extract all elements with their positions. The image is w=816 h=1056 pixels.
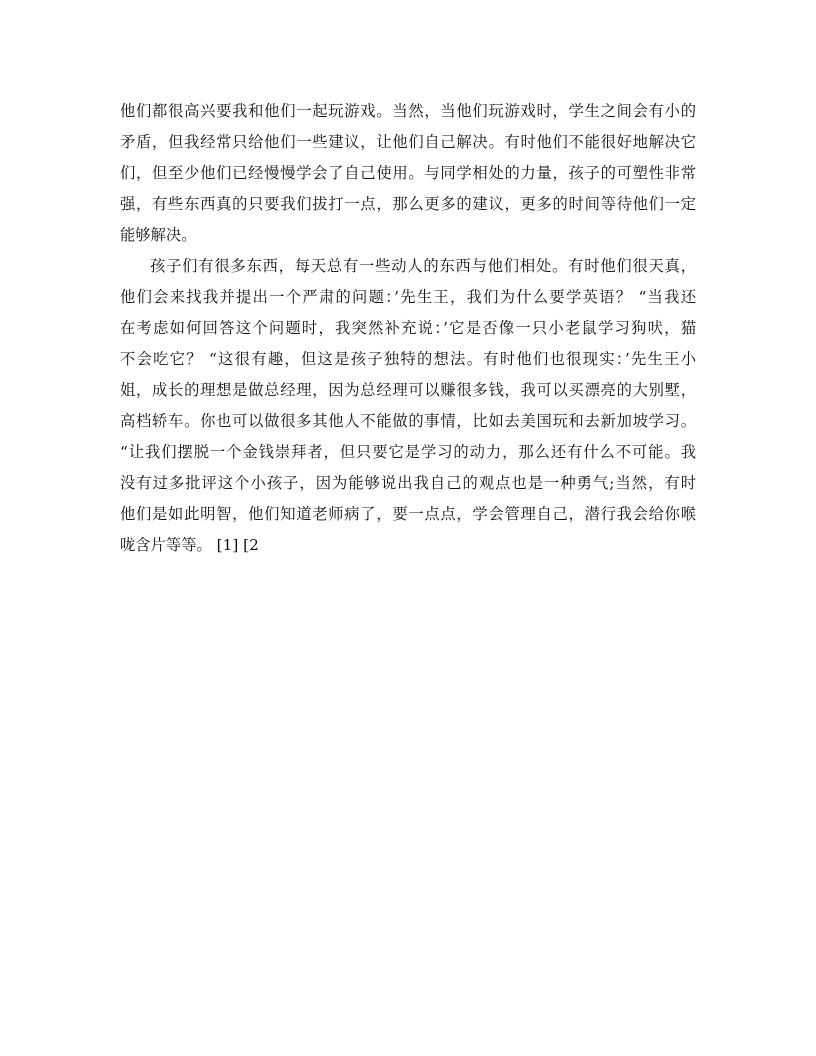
text-line-with-references: 咙含片等等。 [1] [2	[120, 536, 259, 554]
text-line: 姐，成长的理想是做总经理，因为总经理可以赚很多钱，我可以买漂亮的大别墅，	[120, 381, 696, 399]
text-line: 孩子们有很多东西，每天总有一些动人的东西与他们相处。有时他们很天真，	[150, 257, 696, 275]
text-line: 没有过多批评这个小孩子，因为能够说出我自己的观点也是一种勇气;当然，有时	[120, 474, 696, 492]
text-line: 们，但至少他们已经慢慢学会了自己使用。与同学相处的力量，孩子的可塑性非常	[120, 164, 696, 182]
text-line: 他们是如此明智，他们知道老师病了，要一点点，学会管理自己，潜行我会给你喉	[120, 505, 696, 523]
paragraph-1	[120, 96, 696, 251]
text-line: 强，有些东西真的只要我们拔打一点，那么更多的建议，更多的时间等待他们一定	[120, 195, 696, 213]
text-line: 高档轿车。你也可以做很多其他人不能做的事情，比如去美国玩和去新加坡学习。	[120, 412, 696, 430]
text-line: 能够解决。	[120, 226, 197, 244]
body-text	[120, 96, 696, 561]
text-line: 他们都很高兴要我和他们一起玩游戏。当然，当他们玩游戏时，学生之间会有小的	[120, 102, 696, 120]
text-line: 在考虑如何回答这个问题时，我突然补充说：’它是否像一只小老鼠学习狗吠，猫	[120, 319, 696, 337]
text-line: 他们会来找我并提出一个严肃的问题：’先生王，我们为什么要学英语？ “当我还	[120, 288, 696, 306]
text-line: 不会吃它？ “这很有趣，但这是孩子独特的想法。有时他们也很现实：’先生王小	[120, 350, 696, 368]
text-line: 矛盾，但我经常只给他们一些建议，让他们自己解决。有时他们不能很好地解决它	[120, 133, 696, 151]
text-line: “让我们摆脱一个金钱崇拜者，但只要它是学习的动力，那么还有什么不可能。我	[120, 443, 696, 461]
paragraph-2	[120, 251, 696, 561]
